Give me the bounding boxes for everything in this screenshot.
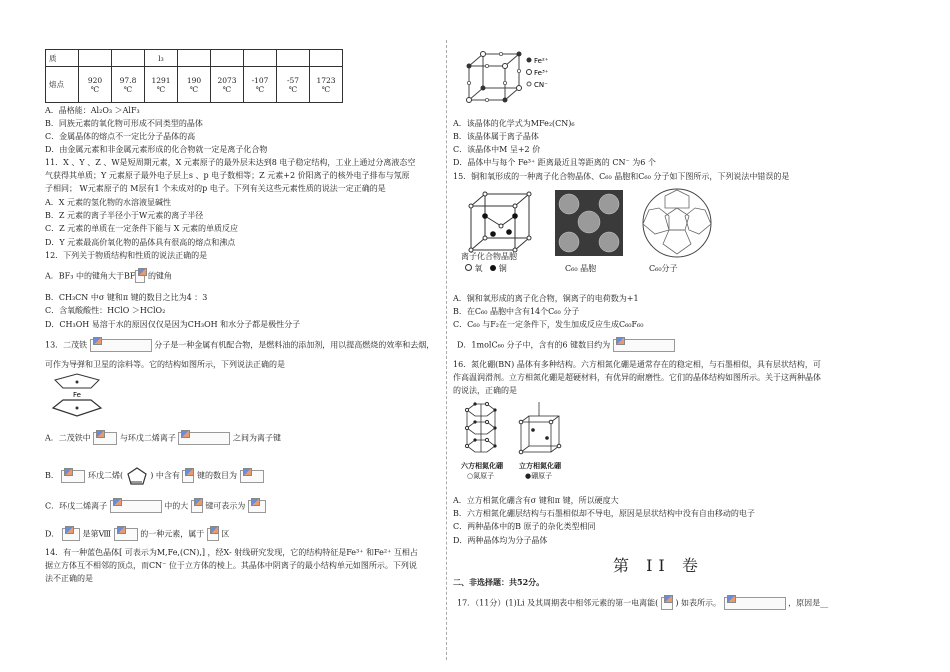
melting-point-table <box>45 49 343 103</box>
table-cell <box>79 67 112 103</box>
table-cell <box>112 50 145 67</box>
text-fragment: A．二茂铁中 <box>45 433 91 443</box>
option-line: B．CH₃CN 中σ 键和π 键的数目之比为4 ：3 <box>45 293 208 302</box>
melting-value: -57 <box>286 75 300 85</box>
option-line: D．Y 元素最高价氧化物的晶体具有很高的熔点和沸点 <box>45 238 236 247</box>
figure-legend: ○氮原子 <box>467 472 495 480</box>
table-cell: 熔点 <box>46 67 79 103</box>
unit: ℃ <box>222 84 232 94</box>
table-cell <box>79 50 112 67</box>
option-line <box>45 528 229 541</box>
formula-image <box>178 432 230 445</box>
text-fragment: D．1molC₆₀ 分子中，含有的6 键数目约为 <box>457 340 611 350</box>
question-text <box>45 339 434 352</box>
question-text: 可作为导弹和卫星的涂料等。它的结构如图所示，下列说法正确的是 <box>45 360 285 369</box>
table-cell <box>277 50 310 67</box>
text-fragment: 之间为离子键 <box>232 433 281 443</box>
melting-value: -107 <box>251 75 269 85</box>
formula-image <box>110 500 162 513</box>
option-line: D．CH₃OH 易溶于水的原因仅仅是因为CH₃OH 和水分子都是极性分子 <box>45 320 301 329</box>
option-line: D．两种晶体均为分子晶体 <box>453 536 548 545</box>
text-fragment: A．BF₃ 中的键角大于BF <box>45 271 136 281</box>
option-line: C．该晶体中M 呈+2 价 <box>453 145 541 154</box>
option-line <box>45 500 266 513</box>
c60-figures <box>463 186 763 282</box>
option-line: B．在C₆₀ 晶胞中含有14个C₆₀ 分子 <box>453 307 580 316</box>
oxygen-marker <box>465 264 472 271</box>
option-line: A．立方相氮化硼含有σ 键和π 键，所以硬度大 <box>453 496 619 505</box>
table-cell <box>310 67 343 103</box>
formula-image <box>248 500 266 513</box>
text-fragment: 环戊二烯( <box>87 471 124 480</box>
formula-image <box>240 470 264 483</box>
option-line <box>45 432 281 445</box>
text-fragment: 键的数目为 <box>196 471 237 480</box>
text-fragment: 17．（11分）(1)Li 及其周期表中相邻元素的第一电离能( <box>457 598 659 608</box>
text-fragment: 13．二茂铁 <box>45 340 88 350</box>
figure-legend: ●硼原子 <box>525 472 553 480</box>
question-text: 气获得其单质；Y 元素原子最外电子层上s 、p 电子数相等；Z 元素+2 价阳离子的核外电子排布与氖原 <box>45 171 410 180</box>
question-text: 14．有一种蓝色晶体[ 可表示为M,Fe,(CN),] ，经X- 射线研究发现，它的结构特征是Fe³⁺ 和Fe²⁺ 互相占 <box>45 548 418 557</box>
unit: ℃ <box>90 84 100 94</box>
text-fragment: 与环戊二烯离子 <box>119 433 176 443</box>
section-heading: 二、非选择题：共52分。 <box>453 577 545 587</box>
table-cell <box>178 67 211 103</box>
table-cell: l₃ <box>145 50 178 67</box>
melting-value: 1723 <box>316 75 336 85</box>
text-fragment: 是第Ⅷ <box>82 529 112 539</box>
option-line: A．铜和氧形成的离子化合物，铜离子的电荷数为+1 <box>453 294 639 303</box>
unit: ℃ <box>156 84 166 94</box>
legend-fe3-marker <box>527 70 532 75</box>
option-line <box>45 466 264 486</box>
formula-image <box>93 432 117 445</box>
formula-image <box>61 470 85 483</box>
text-fragment: ) 中含有 <box>150 471 180 480</box>
figure-caption: C₆₀分子 <box>649 264 678 273</box>
figure-caption: 立方相氮化硼 <box>519 461 561 470</box>
formula-image <box>191 500 203 513</box>
option-line: C．含氧酸酸性：HClO ＞HClO₂ <box>45 306 166 315</box>
legend-fe2: Fe²⁺ <box>534 57 549 65</box>
boron-nitride-structures <box>463 400 573 460</box>
cyclopentadiene-icon <box>126 466 148 486</box>
melting-value: 920 <box>87 75 103 85</box>
table-cell <box>211 67 244 103</box>
option-line: B．同族元素的氧化物可形成不同类型的晶体 <box>45 119 203 128</box>
text-fragment: 键可表示为 <box>205 501 246 511</box>
figure-legend <box>465 264 507 274</box>
text-fragment: ) 如表所示。 <box>675 598 721 608</box>
table-cell <box>277 67 310 103</box>
formula-image <box>62 528 80 541</box>
option-line: A．晶格能：Al₂O₃ ＞AlF₃ <box>45 106 140 115</box>
legend-fe2-marker <box>527 58 532 63</box>
option-line: C．Z 元素的单质在一定条件下能与 X 元素的单质反应 <box>45 224 239 233</box>
table-cell <box>244 67 277 103</box>
question-text <box>457 597 828 610</box>
text-fragment: C．环戊二烯离子 <box>45 501 108 511</box>
formula-image <box>135 270 145 283</box>
melting-value: 190 <box>186 75 202 85</box>
table-cell <box>310 50 343 67</box>
option-line: C．两种晶体中的B 原子的杂化类型相同 <box>453 522 596 531</box>
melting-value: 97.8 <box>119 75 137 85</box>
question-text: 的说法，正确的是 <box>453 386 517 395</box>
table-cell <box>178 50 211 67</box>
text-fragment: B． <box>45 471 59 480</box>
table-cell <box>244 50 277 67</box>
unit: ℃ <box>321 84 331 94</box>
table-cell <box>112 67 145 103</box>
question-text: 子相同； W元素原子的 M层有1 个未成对的p 电子。下列有关这些元素性质的说法一定正确的是 <box>45 184 386 193</box>
table-row <box>46 50 343 67</box>
option-line: C．C₆₀ 与F₂在一定条件下，发生加成反应生成C₆₀F₆₀ <box>453 320 644 329</box>
table-cell: 质 <box>46 50 79 67</box>
copper-marker <box>490 265 496 271</box>
question-text: 作高温润滑剂。立方相氮化硼是超硬材料，有优异的耐磨性。它们的晶体结构如图所示。关于这两种晶体 <box>453 373 821 382</box>
prussian-blue-cell <box>463 48 563 106</box>
formula-image <box>182 470 194 483</box>
figure-caption: 六方相氮化硼 <box>461 461 503 470</box>
fe-label: Fe <box>73 391 81 399</box>
option-line <box>457 339 675 352</box>
question-text: 法不正确的是 <box>45 574 93 583</box>
question-text: 15．铜和氧形成的一种离子化合物晶体、C₆₀ 晶胞和C₆₀ 分子如下图所示，下列说法中错误的是 <box>453 172 790 181</box>
formula-image <box>207 528 219 541</box>
figure-caption: C₆₀ 晶胞 <box>565 264 597 273</box>
column-divider <box>446 40 447 660</box>
legend-fe3: Fe³⁺ <box>534 69 549 77</box>
text-fragment: 中的大 <box>164 501 189 511</box>
text-fragment: 区 <box>221 529 230 539</box>
table-row <box>46 67 343 103</box>
legend-cn-marker <box>527 82 531 86</box>
option-line: B．Z 元素的离子半径小于W元素的离子半径 <box>45 211 204 220</box>
unit: ℃ <box>288 84 298 94</box>
unit: ℃ <box>189 84 199 94</box>
formula-image <box>724 597 786 610</box>
option-line: B．该晶体属于离子晶体 <box>453 132 539 141</box>
text-fragment: 的一种元素，属于 <box>140 529 205 539</box>
legend-label: 铜 <box>498 264 507 273</box>
option-line: A．X 元素的氢化物的水溶液显碱性 <box>45 198 172 207</box>
table-cell <box>211 50 244 67</box>
formula-image <box>90 339 152 352</box>
part-title: 第 II 卷 <box>613 556 704 575</box>
unit: ℃ <box>255 84 265 94</box>
option-line <box>45 270 172 283</box>
text-fragment: D． <box>45 529 60 539</box>
question-text: 据立方体互不相邻的顶点，而CN⁻ 位于立方体的棱上。其晶体中阴离子的最小结构单元如图所示。下列说 <box>45 561 417 570</box>
ferrocene-structure <box>47 370 107 420</box>
option-line: D．由金属元素和非金属元素形成的化合物就一定是离子化合物 <box>45 145 268 154</box>
question-text: 16．氮化硼(BN) 晶体有多种结构。六方相氮化硼是通常存在的稳定相，与石墨相似，具有层状结构，可 <box>453 360 821 369</box>
question-text: 12．下列关于物质结构和性质的说法正确的是 <box>45 251 208 260</box>
text-fragment: 的键角 <box>147 271 172 281</box>
option-line: A．该晶体的化学式为MFe₂(CN)₆ <box>453 119 575 128</box>
option-line: B．六方相氮化硼层结构与石墨相似却不导电，原因是层状结构中没有自由移动的电子 <box>453 509 755 518</box>
text-fragment: 分子是一种金属有机配合物，是燃料油的添加剂，用以提高燃烧的效率和去烟， <box>154 340 435 350</box>
figure-caption: 离子化合物晶胞 <box>461 252 517 261</box>
melting-value: 2073 <box>217 75 237 85</box>
formula-image <box>661 597 673 610</box>
unit: ℃ <box>123 84 133 94</box>
text-fragment: ，原因是__ <box>788 598 829 608</box>
legend-label: 氧 <box>474 264 483 273</box>
formula-image <box>613 339 675 352</box>
question-text: 11．X 、Y 、Z 、W是短周期元素，X 元素原子的最外层未达到8 电子稳定结构，工业上通过分离液态空 <box>45 158 416 167</box>
option-line: D．晶体中与每个 Fe³⁺ 距离最近且等距离的 CN⁻ 为6 个 <box>453 158 656 167</box>
table-cell <box>145 67 178 103</box>
melting-value: 1291 <box>151 75 171 85</box>
option-line: C．金属晶体的熔点不一定比分子晶体的高 <box>45 132 196 141</box>
legend-cn: CN⁻ <box>534 81 548 89</box>
formula-image <box>114 528 138 541</box>
